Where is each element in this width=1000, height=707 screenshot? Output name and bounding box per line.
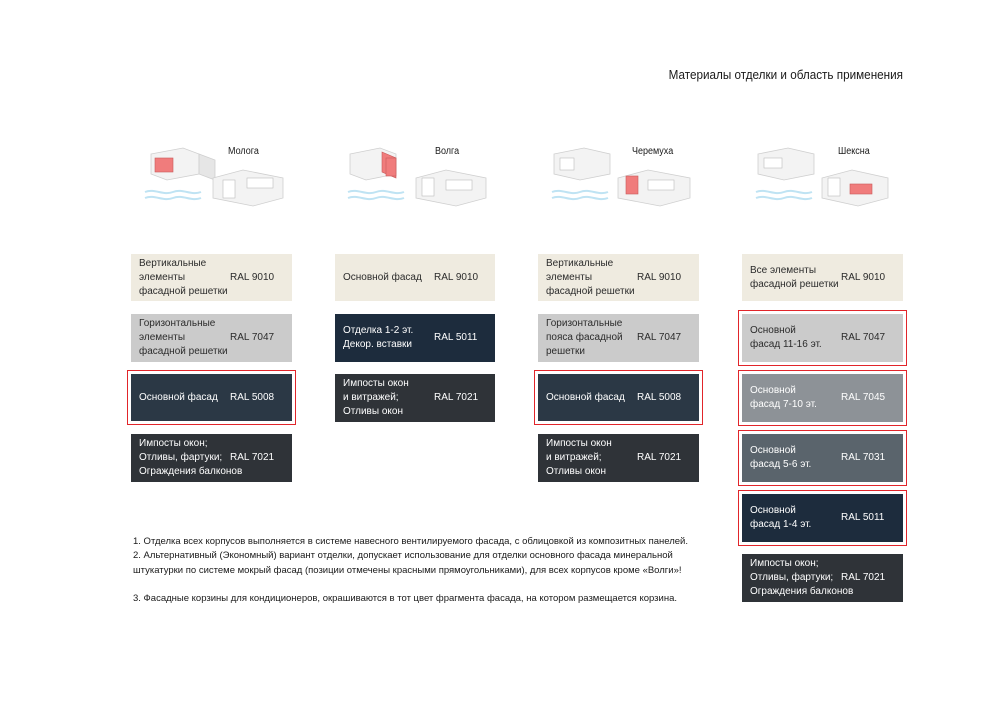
swatch-facade-grid-vertical (131, 254, 292, 301)
swatch-window-details (742, 554, 903, 602)
house-name: Шексна (838, 146, 870, 157)
swatch-label: Импосты окон и витражей; Отливы окон (343, 378, 409, 417)
ral-code: RAL 7031 (841, 452, 886, 463)
swatch-window-details (131, 434, 292, 482)
notes (133, 535, 693, 607)
note-2: 2. Альтернативный (Экономный) вариант отделки, допускает использование для отделки основного фасада минеральной (133, 550, 673, 562)
swatch-label: Импосты окон и витражей; Отливы окон (546, 438, 612, 477)
ral-code: RAL 7021 (841, 572, 886, 583)
highlighted-block (155, 158, 173, 172)
building-thumbnail (143, 140, 295, 210)
swatch-label: Основной фасад (139, 392, 218, 403)
swatch-label: Импосты окон; Отливы, фартуки; Ограждения балконов (139, 438, 243, 477)
swatch-label: Все элементы фасадной решетки (750, 265, 839, 290)
highlighted-block (850, 184, 872, 194)
river-waves (145, 191, 201, 193)
building-block-right (213, 170, 283, 206)
swatch-facade-grid-horizontal (538, 314, 699, 362)
house-name: Волга (435, 146, 460, 157)
swatch-label: Основной фасад 11-16 эт. (750, 325, 822, 350)
ral-code: RAL 5008 (230, 392, 275, 403)
ral-code: RAL 9010 (637, 272, 682, 283)
swatch-label: Основной фасад (343, 272, 422, 283)
building-thumbnail (754, 140, 906, 210)
swatch-window-details (538, 434, 699, 482)
building-thumbnail (346, 140, 498, 210)
house-name: Молога (228, 146, 259, 157)
highlighted-block (626, 176, 638, 194)
ral-code: RAL 7047 (841, 332, 886, 343)
swatch-floors-5-6 (742, 434, 903, 482)
building-thumbnail (550, 140, 702, 210)
building-block-right (416, 170, 486, 206)
swatch-floors-11-16 (742, 314, 903, 362)
swatch-label: Основной фасад 5-6 эт. (750, 445, 812, 470)
note-2-continued: штукатурки по системе мокрый фасад (позиции отмечены красными прямоугольниками), для всех корпусов кроме «Волги»! (133, 564, 682, 576)
ral-code: RAL 5008 (637, 392, 682, 403)
swatch-floors-1-4 (742, 494, 903, 542)
swatch-label: Вертикальные элементы фасадной решетки (546, 258, 635, 297)
ral-code: RAL 5011 (841, 512, 885, 523)
building-block-left (151, 148, 215, 180)
swatch-floors-1-2 (335, 314, 495, 362)
building-block-right (822, 170, 888, 206)
swatch-facade-grid-all (742, 254, 903, 301)
river-waves (348, 191, 404, 193)
swatch-label (139, 257, 228, 299)
ral-code: RAL 7047 (637, 332, 682, 343)
note-3: 3. Фасадные корзины для кондиционеров, окрашиваются в тот цвет фрагмента фасада, на котором размещается корзина. (133, 593, 678, 605)
swatch-main-facade (131, 374, 292, 421)
swatch-label: Основной фасад (546, 392, 625, 403)
building-block-right (618, 170, 690, 206)
note-1: 1. Отделка всех корпусов выполняется в системе навесного вентилируемого фасада, с облицовкой из композитных панелей. (133, 536, 688, 547)
ral-code: RAL 5011 (434, 332, 478, 343)
ral-code: RAL 7021 (434, 392, 479, 403)
swatch-label: Отделка 1-2 эт. Декор. вставки (343, 325, 414, 350)
swatch-label-text: Вертикальные элементы фасадной решетки (139, 258, 228, 297)
swatch-main-facade (335, 254, 495, 301)
swatch-label: Основной фасад 7-10 эт. (750, 385, 817, 410)
swatch-label: Основной фасад 1-4 эт. (750, 505, 812, 530)
river-waves (756, 191, 812, 193)
ral-code: RAL 9010 (841, 272, 886, 283)
building-block-left (350, 148, 396, 180)
ral-code: RAL 7021 (637, 452, 682, 463)
ral-code: RAL 7021 (230, 452, 275, 463)
ral-code: RAL 7047 (230, 332, 275, 343)
river-waves (552, 191, 608, 193)
swatch-facade-grid-vertical (538, 254, 699, 301)
swatch-facade-grid-horizontal (131, 314, 292, 362)
house-name: Черемуха (632, 146, 674, 157)
swatch-label: Импосты окон; Отливы, фартуки; Ограждения балконов (750, 558, 854, 597)
swatch-label: Горизонтальные элементы фасадной решетки (139, 318, 228, 357)
ral-code: RAL 9010 (230, 272, 275, 283)
swatch-label: Горизонтальные пояса фасадной решетки (546, 318, 623, 357)
building-block-left (758, 148, 814, 180)
ral-code: RAL 9010 (434, 272, 479, 283)
swatch-window-details (335, 374, 495, 422)
swatch-main-facade (538, 374, 699, 421)
ral-code: RAL 7045 (841, 392, 886, 403)
building-block-left (554, 148, 610, 180)
page-title: Материалы отделки и область применения (668, 67, 903, 82)
swatch-floors-7-10 (742, 374, 903, 422)
